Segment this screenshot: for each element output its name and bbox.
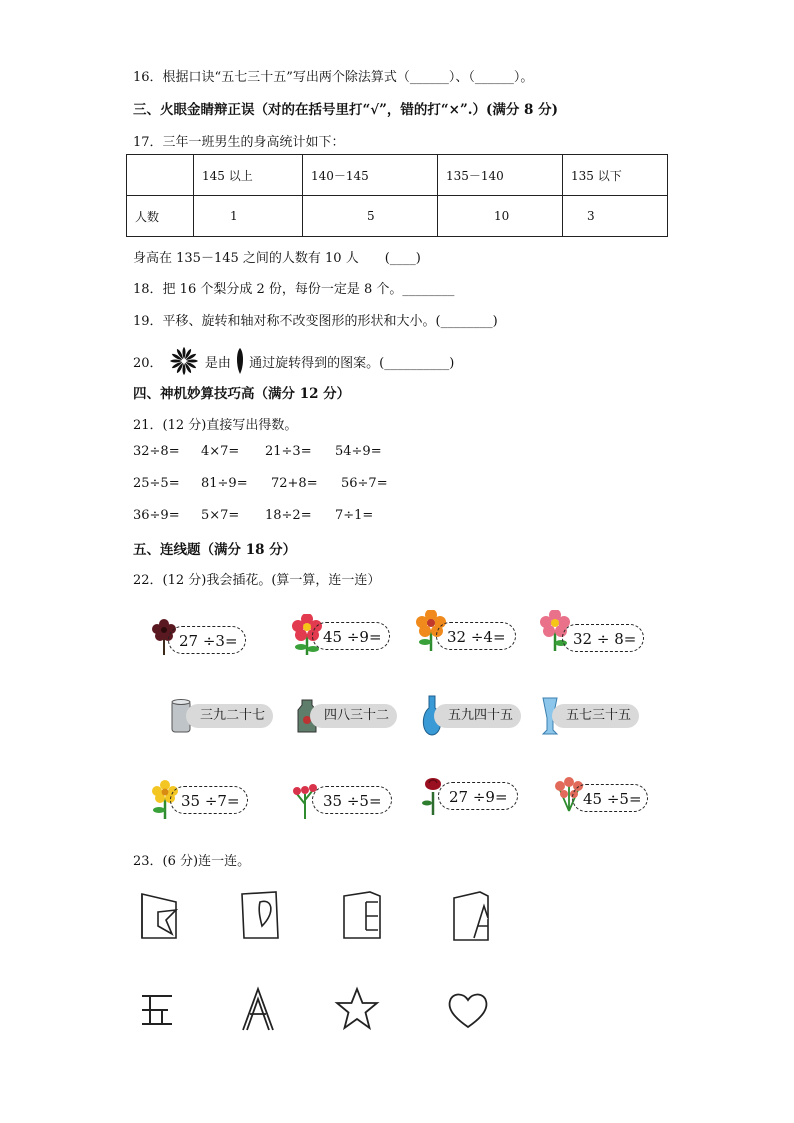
question-20 [133, 346, 454, 376]
calc-item: 4×7= [201, 444, 240, 459]
flower-card-5[interactable]: 35 ÷7= [170, 786, 248, 814]
calc-item: 72+8= [271, 476, 318, 491]
question-23: 23．(6 分)连一连。 [133, 854, 251, 869]
question-22: 22．(12 分)我会插花。(算一算，连一连） [133, 573, 381, 588]
question-17-statement: 身高在 135－145 之间的人数有 10 人 (____) [133, 251, 421, 266]
question-16: 16．根据口诀“五七三十五”写出两个除法算式（______）、（______）。 [133, 70, 534, 85]
table-cell: 人数 [127, 196, 194, 237]
section-5-title: 五、连线题（满分 18 分） [133, 542, 297, 558]
calc-item: 54÷9= [335, 444, 382, 459]
table-row [127, 196, 668, 237]
flower-card-2[interactable]: 45 ÷9= [312, 622, 390, 650]
vase-label-1[interactable]: 三九二十七 [186, 704, 273, 728]
q20-prefix: 20． [133, 356, 163, 371]
calc-item: 7÷1= [335, 508, 374, 523]
petal-shape-icon [235, 348, 245, 374]
table-cell: 10 [438, 196, 563, 237]
calc-item: 32÷8= [133, 444, 180, 459]
heart-icon[interactable] [446, 990, 490, 1030]
table-cell: 135－140 [438, 155, 563, 196]
folded-paper-a-icon[interactable] [450, 890, 494, 944]
flower-card-1[interactable]: 27 ÷3= [168, 626, 246, 654]
section-3-title: 三、火眼金睛辩正误（对的在括号里打“√”，错的打“×”.）(满分 8 分) [133, 102, 559, 118]
calc-item: 21÷3= [265, 444, 312, 459]
table-cell: 145 以上 [194, 155, 303, 196]
rotation-pattern-icon [169, 346, 199, 376]
table-cell: 1 [194, 196, 303, 237]
q20-mid2: 通过旋转得到的图案。(__________) [249, 356, 455, 371]
height-stats-table [126, 154, 668, 237]
question-19: 19．平移、旋转和轴对称不改变图形的形状和大小。(________) [133, 314, 498, 329]
vase-label-4[interactable]: 五七三十五 [552, 704, 639, 728]
table-cell: 3 [563, 196, 668, 237]
flower-card-7[interactable]: 27 ÷9= [438, 782, 518, 810]
q20-mid1: 是由 [204, 356, 231, 371]
question-17: 17．三年一班男生的身高统计如下： [133, 135, 345, 150]
table-cell: 5 [303, 196, 438, 237]
letter-a-icon[interactable] [240, 986, 276, 1032]
table-cell [127, 155, 194, 196]
table-header-row [127, 155, 668, 196]
flower-card-8[interactable]: 45 ÷5= [572, 784, 648, 812]
table-cell: 135 以下 [563, 155, 668, 196]
section-4-title: 四、神机妙算技巧高（满分 12 分） [133, 386, 351, 402]
table-cell: 140－145 [303, 155, 438, 196]
flower-card-6[interactable]: 35 ÷5= [312, 786, 392, 814]
calc-item: 36÷9= [133, 508, 180, 523]
star-icon[interactable] [334, 986, 380, 1032]
folded-paper-heart-icon[interactable] [238, 888, 284, 942]
calc-item: 56÷7= [341, 476, 388, 491]
calc-grid [133, 444, 433, 534]
vase-label-3[interactable]: 五九四十五 [434, 704, 521, 728]
vase-label-2[interactable]: 四八三十二 [310, 704, 397, 728]
question-21: 21．(12 分)直接写出得数。 [133, 418, 298, 433]
flower-card-3[interactable]: 32 ÷4= [436, 622, 516, 650]
folded-paper-star-icon[interactable] [136, 888, 182, 942]
flower-card-4[interactable]: 32 ÷ 8= [562, 624, 644, 652]
calc-item: 81÷9= [201, 476, 248, 491]
question-18: 18．把 16 个梨分成 2 份，每份一定是 8 个。________ [133, 282, 455, 297]
wang-character-icon[interactable] [138, 990, 176, 1030]
calc-item: 5×7= [201, 508, 240, 523]
calc-item: 18÷2= [265, 508, 312, 523]
calc-item: 25÷5= [133, 476, 180, 491]
folded-paper-e-icon[interactable] [340, 888, 386, 942]
